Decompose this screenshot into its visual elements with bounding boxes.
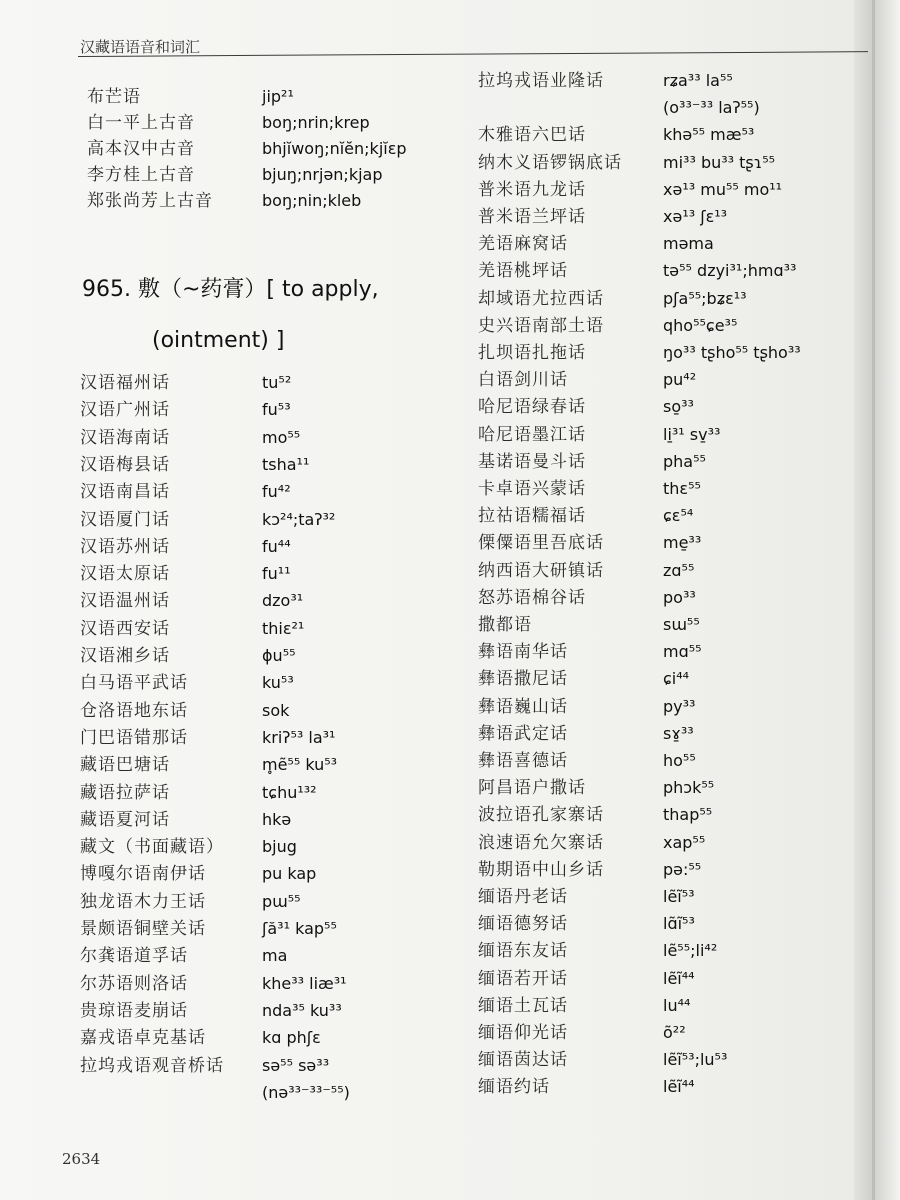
language-name: 景颇语铜壁关话 <box>80 919 206 939</box>
word-form: pha⁵⁵ <box>663 451 706 471</box>
word-form: ʃă³¹ kap⁵⁵ <box>262 919 337 938</box>
language-name: 汉语海南话 <box>80 427 170 448</box>
word-form: boŋ;nin;kleb <box>262 191 362 210</box>
word-form: pʃa⁵⁵;bʑɛ¹³ <box>663 288 747 308</box>
word-form: kɑ phʃɛ <box>262 1028 321 1048</box>
word-form: ɕɛ⁵⁴ <box>663 506 694 526</box>
language-name: 白马语平武话 <box>80 673 188 694</box>
language-name: 汉语南昌话 <box>80 482 170 503</box>
language-name: 白一平上古音 <box>87 113 195 133</box>
language-name: 缅语茵达话 <box>478 1050 568 1071</box>
language-name: 尔龚语道孚话 <box>80 946 188 967</box>
language-name: 藏语巴塘话 <box>80 755 170 776</box>
language-name: 藏语拉萨话 <box>80 782 170 803</box>
word-form: pɯ⁵⁵ <box>262 891 301 911</box>
language-name: 汉语厦门话 <box>80 509 170 530</box>
language-name: 博嘎尔语南伊话 <box>80 864 206 885</box>
word-form: (nə³³⁻³³⁻⁵⁵) <box>262 1082 350 1102</box>
language-name: 羌语麻窝话 <box>478 234 568 255</box>
word-form: bjuŋ;nrjən;kjap <box>262 165 383 184</box>
word-form: mi³³ bu³³ tʂɿ⁵⁵ <box>663 152 776 172</box>
word-form: dzo³¹ <box>262 591 304 611</box>
entry-title-line1: 965. 敷（~药膏）[ to apply, <box>82 277 379 302</box>
language-name: 拉坞戎语业隆话 <box>478 71 604 91</box>
language-name: 李方桂上古音 <box>87 165 195 185</box>
page-number: 2634 <box>62 1150 101 1168</box>
word-form: rʑa³³ la⁵⁵ <box>663 71 733 90</box>
language-name: 扎坝语扎拖话 <box>478 343 586 363</box>
word-form: sɤ̱³³ <box>663 723 694 743</box>
word-form: li̱³¹ sv̱³³ <box>663 424 721 444</box>
language-name: 藏语夏河话 <box>80 809 170 830</box>
language-name: 卡卓语兴蒙话 <box>478 479 586 499</box>
language-name: 汉语苏州话 <box>80 536 170 557</box>
word-form: məma <box>663 234 714 254</box>
word-form: xə¹³ ʃɛ¹³ <box>663 207 728 226</box>
language-name: 拉祜语糯福话 <box>478 506 586 527</box>
word-form: (o³³⁻³³ laʔ⁵⁵) <box>663 98 760 118</box>
word-form: nda³⁵ ku³³ <box>262 1000 342 1020</box>
word-form: boŋ;nrin;krep <box>262 113 370 132</box>
word-form: khe³³ liæ³¹ <box>262 973 347 993</box>
language-name: 阿昌语户撒话 <box>478 778 586 799</box>
language-name: 怒苏语棉谷话 <box>478 587 586 608</box>
word-form: kɔ²⁴;taʔ³² <box>262 509 336 529</box>
language-name: 傈僳语里吾底话 <box>478 533 604 554</box>
language-name: 缅语若开话 <box>478 968 568 989</box>
language-name: 波拉语孔家寨话 <box>478 805 604 826</box>
language-name: 彝语武定话 <box>478 723 568 744</box>
word-form: õ²² <box>663 1023 686 1042</box>
word-form: mo⁵⁵ <box>262 427 301 447</box>
language-name: 白语剑川话 <box>478 370 568 391</box>
language-name: 尔苏语则洛话 <box>80 973 188 994</box>
word-form: tɕhu¹³² <box>262 782 317 802</box>
entry-title-line2: (ointment) ] <box>152 328 285 353</box>
language-name: 独龙语木力王话 <box>80 891 206 912</box>
word-form: pu kap <box>262 864 317 884</box>
language-name: 勒期语中山乡话 <box>478 859 604 880</box>
language-name: 彝语撒尼话 <box>478 669 568 690</box>
word-form: sɯ⁵⁵ <box>663 615 700 634</box>
word-form: ɕi⁴⁴ <box>663 669 690 689</box>
language-name: 缅语东友话 <box>478 941 568 962</box>
word-form: phɔk⁵⁵ <box>663 778 715 798</box>
word-form: fu⁴⁴ <box>262 536 291 556</box>
word-form: fu¹¹ <box>262 564 291 584</box>
language-name: 汉语太原话 <box>80 564 170 585</box>
language-name: 藏文（书面藏语） <box>80 837 224 858</box>
word-form: tu⁵² <box>262 373 292 392</box>
language-name: 基诺语曼斗话 <box>478 451 586 472</box>
word-form: thɛ⁵⁵ <box>663 479 701 498</box>
language-name: 普米语九龙话 <box>478 179 586 200</box>
word-form: ma <box>262 946 288 966</box>
language-name: 木雅语六巴话 <box>478 125 586 146</box>
word-form: lẽĩ⁵³;lu⁵³ <box>663 1050 728 1070</box>
word-form: lẽ⁵⁵;li⁴² <box>663 941 718 961</box>
word-form: thiɛ²¹ <box>262 618 305 638</box>
language-name: 仓洛语地东话 <box>80 700 188 721</box>
word-form: lẽĩ⁵³ <box>663 887 695 906</box>
language-name: 汉语温州话 <box>80 591 170 612</box>
language-name: 羌语桃坪话 <box>478 261 568 282</box>
word-form: kriʔ⁵³ la³¹ <box>262 727 336 747</box>
language-name: 史兴语南部土语 <box>478 315 604 336</box>
word-form: ŋo³³ tʂho⁵⁵ tʂho³³ <box>663 343 801 362</box>
language-name: 拉坞戎语观音桥话 <box>80 1055 224 1076</box>
language-name: 汉语湘乡话 <box>80 646 170 666</box>
language-name: 缅语土瓦话 <box>478 995 568 1016</box>
language-name: 汉语西安话 <box>80 618 170 639</box>
language-name: 撒都语 <box>478 615 532 635</box>
language-name: 郑张尚芳上古音 <box>87 191 213 211</box>
page-edge <box>854 0 900 1200</box>
word-form: tə⁵⁵ dzyi³¹;hmɑ³³ <box>663 261 797 281</box>
language-name: 高本汉中古音 <box>87 139 195 159</box>
word-form: pə:⁵⁵ <box>663 859 702 879</box>
language-name: 普米语兰坪话 <box>478 207 586 227</box>
language-name: 纳西语大研镇话 <box>478 560 604 581</box>
language-name: 彝语喜德话 <box>478 751 568 771</box>
language-name: 浪速语允欠寨话 <box>478 832 604 853</box>
language-name: 汉语梅县话 <box>80 454 170 475</box>
language-name: 却域语尤拉西话 <box>478 288 604 309</box>
word-form: lu⁴⁴ <box>663 995 691 1015</box>
word-form: jip²¹ <box>262 87 294 106</box>
word-form: qho⁵⁵ɕe³⁵ <box>663 315 738 335</box>
word-form: sok <box>262 700 290 720</box>
word-form: khə⁵⁵ mæ⁵³ <box>663 125 755 145</box>
word-form: so̱³³ <box>663 397 694 417</box>
language-name: 嘉戎语卓克基话 <box>80 1028 206 1049</box>
language-name: 缅语约话 <box>478 1077 550 1098</box>
language-name: 彝语巍山话 <box>478 696 568 717</box>
word-form: me̱³³ <box>663 533 702 553</box>
word-form: xap⁵⁵ <box>663 832 706 852</box>
running-header: 汉藏语语音和词汇 <box>80 38 201 56</box>
word-form: lẽĩ⁴⁴ <box>663 1077 695 1097</box>
language-name: 彝语南华话 <box>478 642 568 663</box>
word-form: ho⁵⁵ <box>663 751 696 770</box>
language-name: 缅语丹老话 <box>478 887 568 907</box>
language-name: 哈尼语墨江话 <box>478 424 586 445</box>
word-form: ku⁵³ <box>262 673 294 693</box>
word-form: tsha¹¹ <box>262 454 310 474</box>
word-form: lẽĩ⁴⁴ <box>663 968 695 988</box>
language-name: 纳木义语锣锅底话 <box>478 152 622 173</box>
word-form: fu⁵³ <box>262 400 291 420</box>
word-form: mɑ⁵⁵ <box>663 642 702 662</box>
language-name: 汉语广州话 <box>80 400 170 421</box>
word-form: bjug <box>262 837 297 857</box>
word-form: ɸu⁵⁵ <box>262 646 296 665</box>
language-name: 汉语福州话 <box>80 373 170 393</box>
language-name: 哈尼语绿春话 <box>478 397 586 418</box>
language-name: 缅语仰光话 <box>478 1023 568 1043</box>
word-form: pu⁴² <box>663 370 697 390</box>
word-form: po³³ <box>663 587 696 607</box>
word-form: zɑ⁵⁵ <box>663 560 695 580</box>
word-form: fu⁴² <box>262 482 291 502</box>
word-form: m̥ẽ⁵⁵ ku⁵³ <box>262 755 338 775</box>
language-name: 贵琼语麦崩话 <box>80 1000 188 1021</box>
word-form: thap⁵⁵ <box>663 805 713 825</box>
language-name: 缅语德努话 <box>478 914 568 935</box>
word-form: sə⁵⁵ sə³³ <box>262 1055 330 1075</box>
word-form: xə¹³ mu⁵⁵ mo¹¹ <box>663 179 783 199</box>
language-name: 布芒语 <box>87 87 141 107</box>
word-form: py³³ <box>663 696 696 716</box>
word-form: hkə <box>262 809 292 829</box>
language-name: 门巴语错那话 <box>80 727 188 748</box>
word-form: bhjĭwoŋ;nĭĕn;kjĭɛp <box>262 139 407 158</box>
word-form: lɑ̃ĩ⁵³ <box>663 914 695 934</box>
